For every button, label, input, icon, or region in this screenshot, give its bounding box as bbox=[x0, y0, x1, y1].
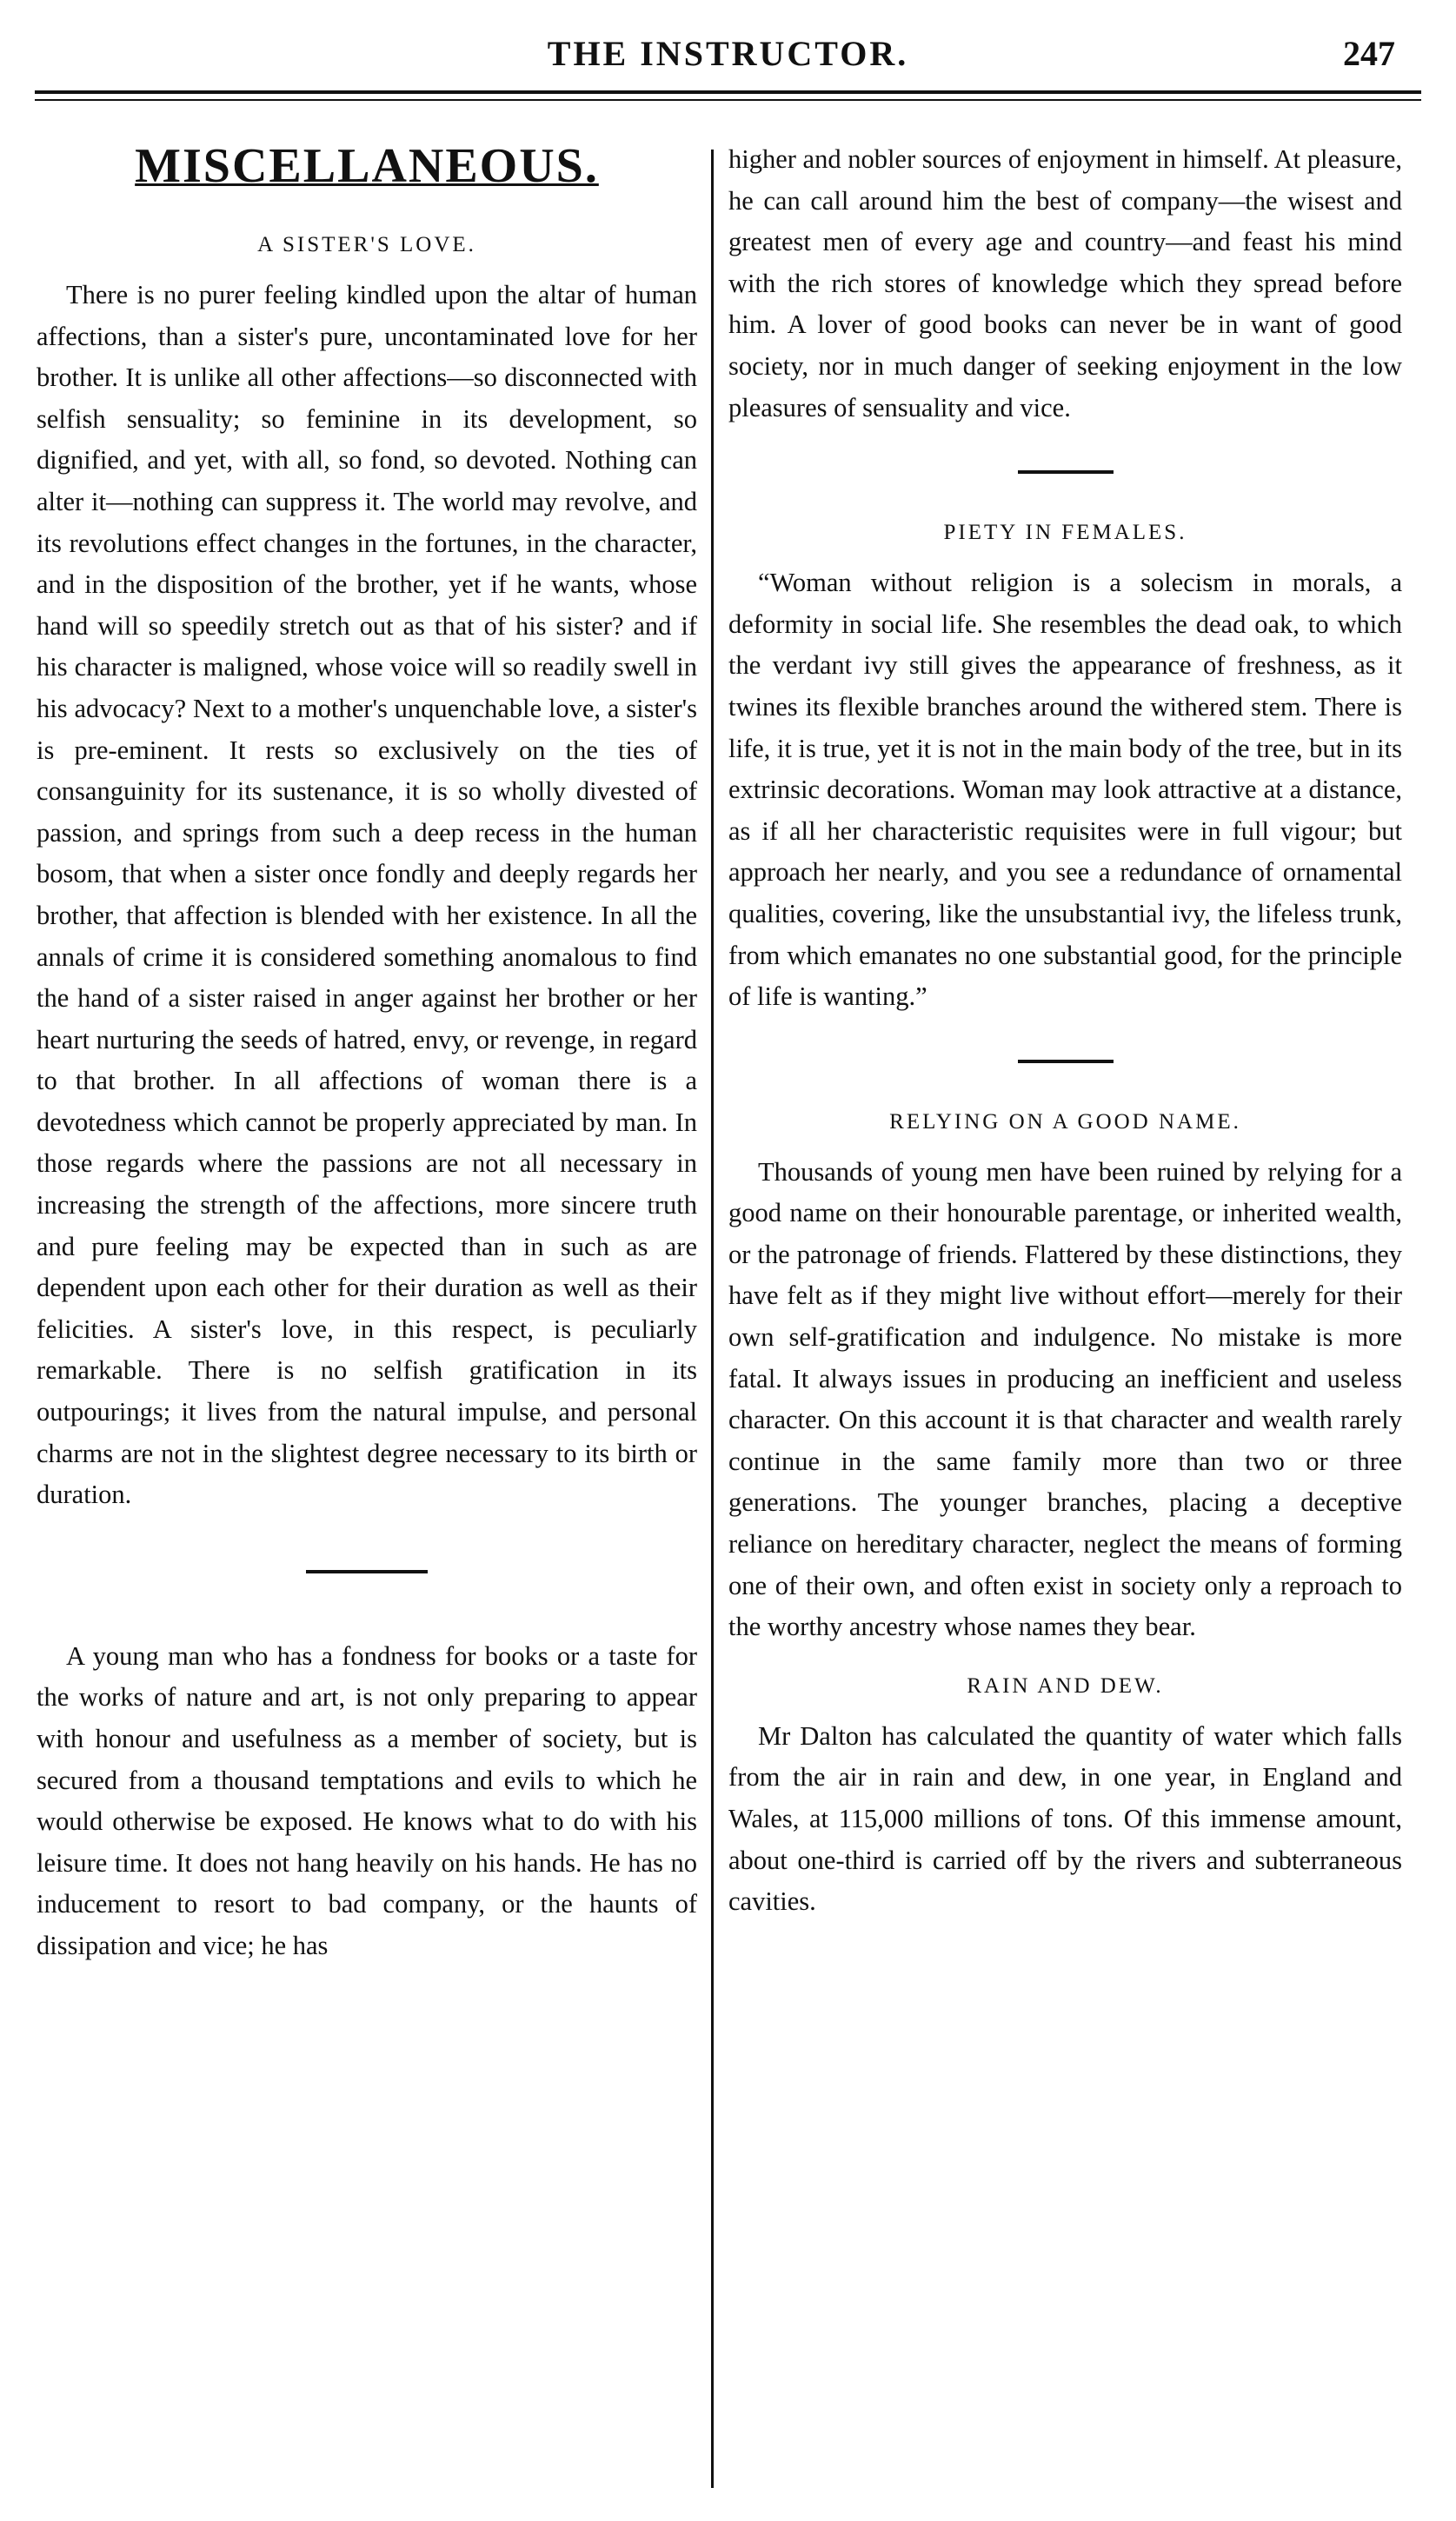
column-divider bbox=[711, 150, 714, 2488]
newspaper-title: THE INSTRUCTOR. bbox=[547, 34, 909, 73]
article-title: A SISTER'S LOVE. bbox=[257, 233, 476, 256]
article-title: RAIN AND DEW. bbox=[967, 1673, 1164, 1698]
article-title: PIETY IN FEMALES. bbox=[943, 521, 1187, 545]
article-title: RELYING ON A GOOD NAME. bbox=[889, 1109, 1241, 1134]
left-column bbox=[37, 139, 697, 2504]
article-piety-in-females bbox=[728, 519, 1402, 1018]
header-rule-top bbox=[35, 90, 1421, 94]
article-body: A young man who has a fondness for books or a taste for the works of nature and art, is not only preparing to appear with honour and usefulness as a member of society, but is secured from a thousand temptations and evils to which he would otherwise be exposed. He knows what to do with his leisure time. It does not hang heavily on his hands. He has no inducement to resort to bad company, or the haunts of dissipation and vice; he has bbox=[37, 1640, 697, 1960]
article-relying-on-good-name bbox=[728, 1108, 1402, 1648]
article-body: Mr Dalton has calculated the quantity of water which falls from the air in rain and dew, in one year, in England and Wales, at 115,000 millions of tons. Of this immense amount, about one-third is carried off by the rivers and subterraneous cavities. bbox=[728, 1720, 1402, 1917]
article-body: There is no purer feeling kindled upon the altar of human affections, than a sister's pure, uncontaminated love for her brother. It is unlike all other affections—so disconnected with selfish sensuality; so feminine in its development, so dignified, and yet, with all, so fond, so devoted. Nothing can alter it—nothing can suppress it. The world may revolve, and its revolutions effect changes in the fortunes, in the character, and in the disposition of the brother, yet if he wants, whose hand will so speedily stretch out as that of his sister? and if his character is maligned, whose voice will so readily swell in his advocacy? Next to a mother's unquenchable love, a sister's is pre-eminent. It rests so exclusively on the ties of consanguinity for its sustenance, it is so wholly divested of passion, and springs from such a deep recess in the human bosom, that when a sister once fondly and deeply regards her brother, that affection is blended with her existence. In all the annals of crime it is considered something anomalous to find the hand of a sister raised in anger against her brother or her heart nurturing the seeds of hatred, envy, or revenge, in regard to that brother. In all affections of woman there is a devotedness which cannot be properly appreciated by man. In those regards where the passions are not all necessary in increasing the strength of the affections, more sincere truth and pure feeling may be expected than in such as are dependent upon each other for their duration as well as their felicities. A sister's love, in this respect, is peculiarly remarkable. There is no selfish gratification in its outpourings; it lives from the natural impulse, and personal charms are not in the slightest degree necessary to its birth or duration. bbox=[37, 280, 697, 1510]
article-body: “Woman without religion is a solecism in morals, a deformity in social life. She resembles the dead oak, to which the verdant ivy still gives the appearance of freshness, as it twines its flexible branches around the withered stem. There is life, it is true, yet it is not in the main body of the tree, but in its extrinsic decorations. Woman may look attractive at a distance, as if all her characteristic requisites were in full vigour; but approach her nearly, and you see a redundance of ornamental qualities, covering, like the unsubstantial ivy, the lifeless trunk, from which emanates no one substantial good, for the principle of life is wanting.” bbox=[728, 568, 1402, 1012]
header-rule-bottom bbox=[35, 99, 1421, 101]
article-continuation: higher and nobler sources of enjoyment in himself. At pleasure, he can call around him the best of company—the wisest and greatest men of every age and country—and feast his mind with the rich stores of knowledge which they spread before him. A lover of good books can never be in want of good society, nor in much danger of seeking enjoyment in the low pleasures of sensuality and vice. bbox=[728, 144, 1402, 422]
article-body: Thousands of young men have been ruined by relying for a good name on their honourable parentage, or inherited wealth, or the patronage of friends. Flattered by these distinctions, they have felt as if they might live without effort—merely for their own self-gratification and indulgence. No mistake is more fatal. It always issues in producing an inefficient and useless character. On this account it is that character and wealth rarely continue in the same family more than two or three generations. The younger branches, placing a deceptive reliance on hereditary character, neglect the means of forming one of their own, and often exist in society only a reproach to the worthy ancestry whose names they bear. bbox=[728, 1156, 1402, 1642]
article-sisters-love bbox=[37, 231, 697, 1516]
page-number: 247 bbox=[1343, 34, 1395, 73]
article-young-man-books bbox=[37, 1636, 697, 1967]
article-rain-and-dew bbox=[728, 1673, 1402, 1923]
article-divider bbox=[306, 1570, 428, 1573]
masthead bbox=[35, 33, 1421, 73]
article-divider bbox=[1018, 470, 1114, 474]
article-divider bbox=[1018, 1060, 1114, 1063]
right-column bbox=[728, 139, 1402, 2504]
section-heading: MISCELLANEOUS. bbox=[135, 139, 599, 193]
